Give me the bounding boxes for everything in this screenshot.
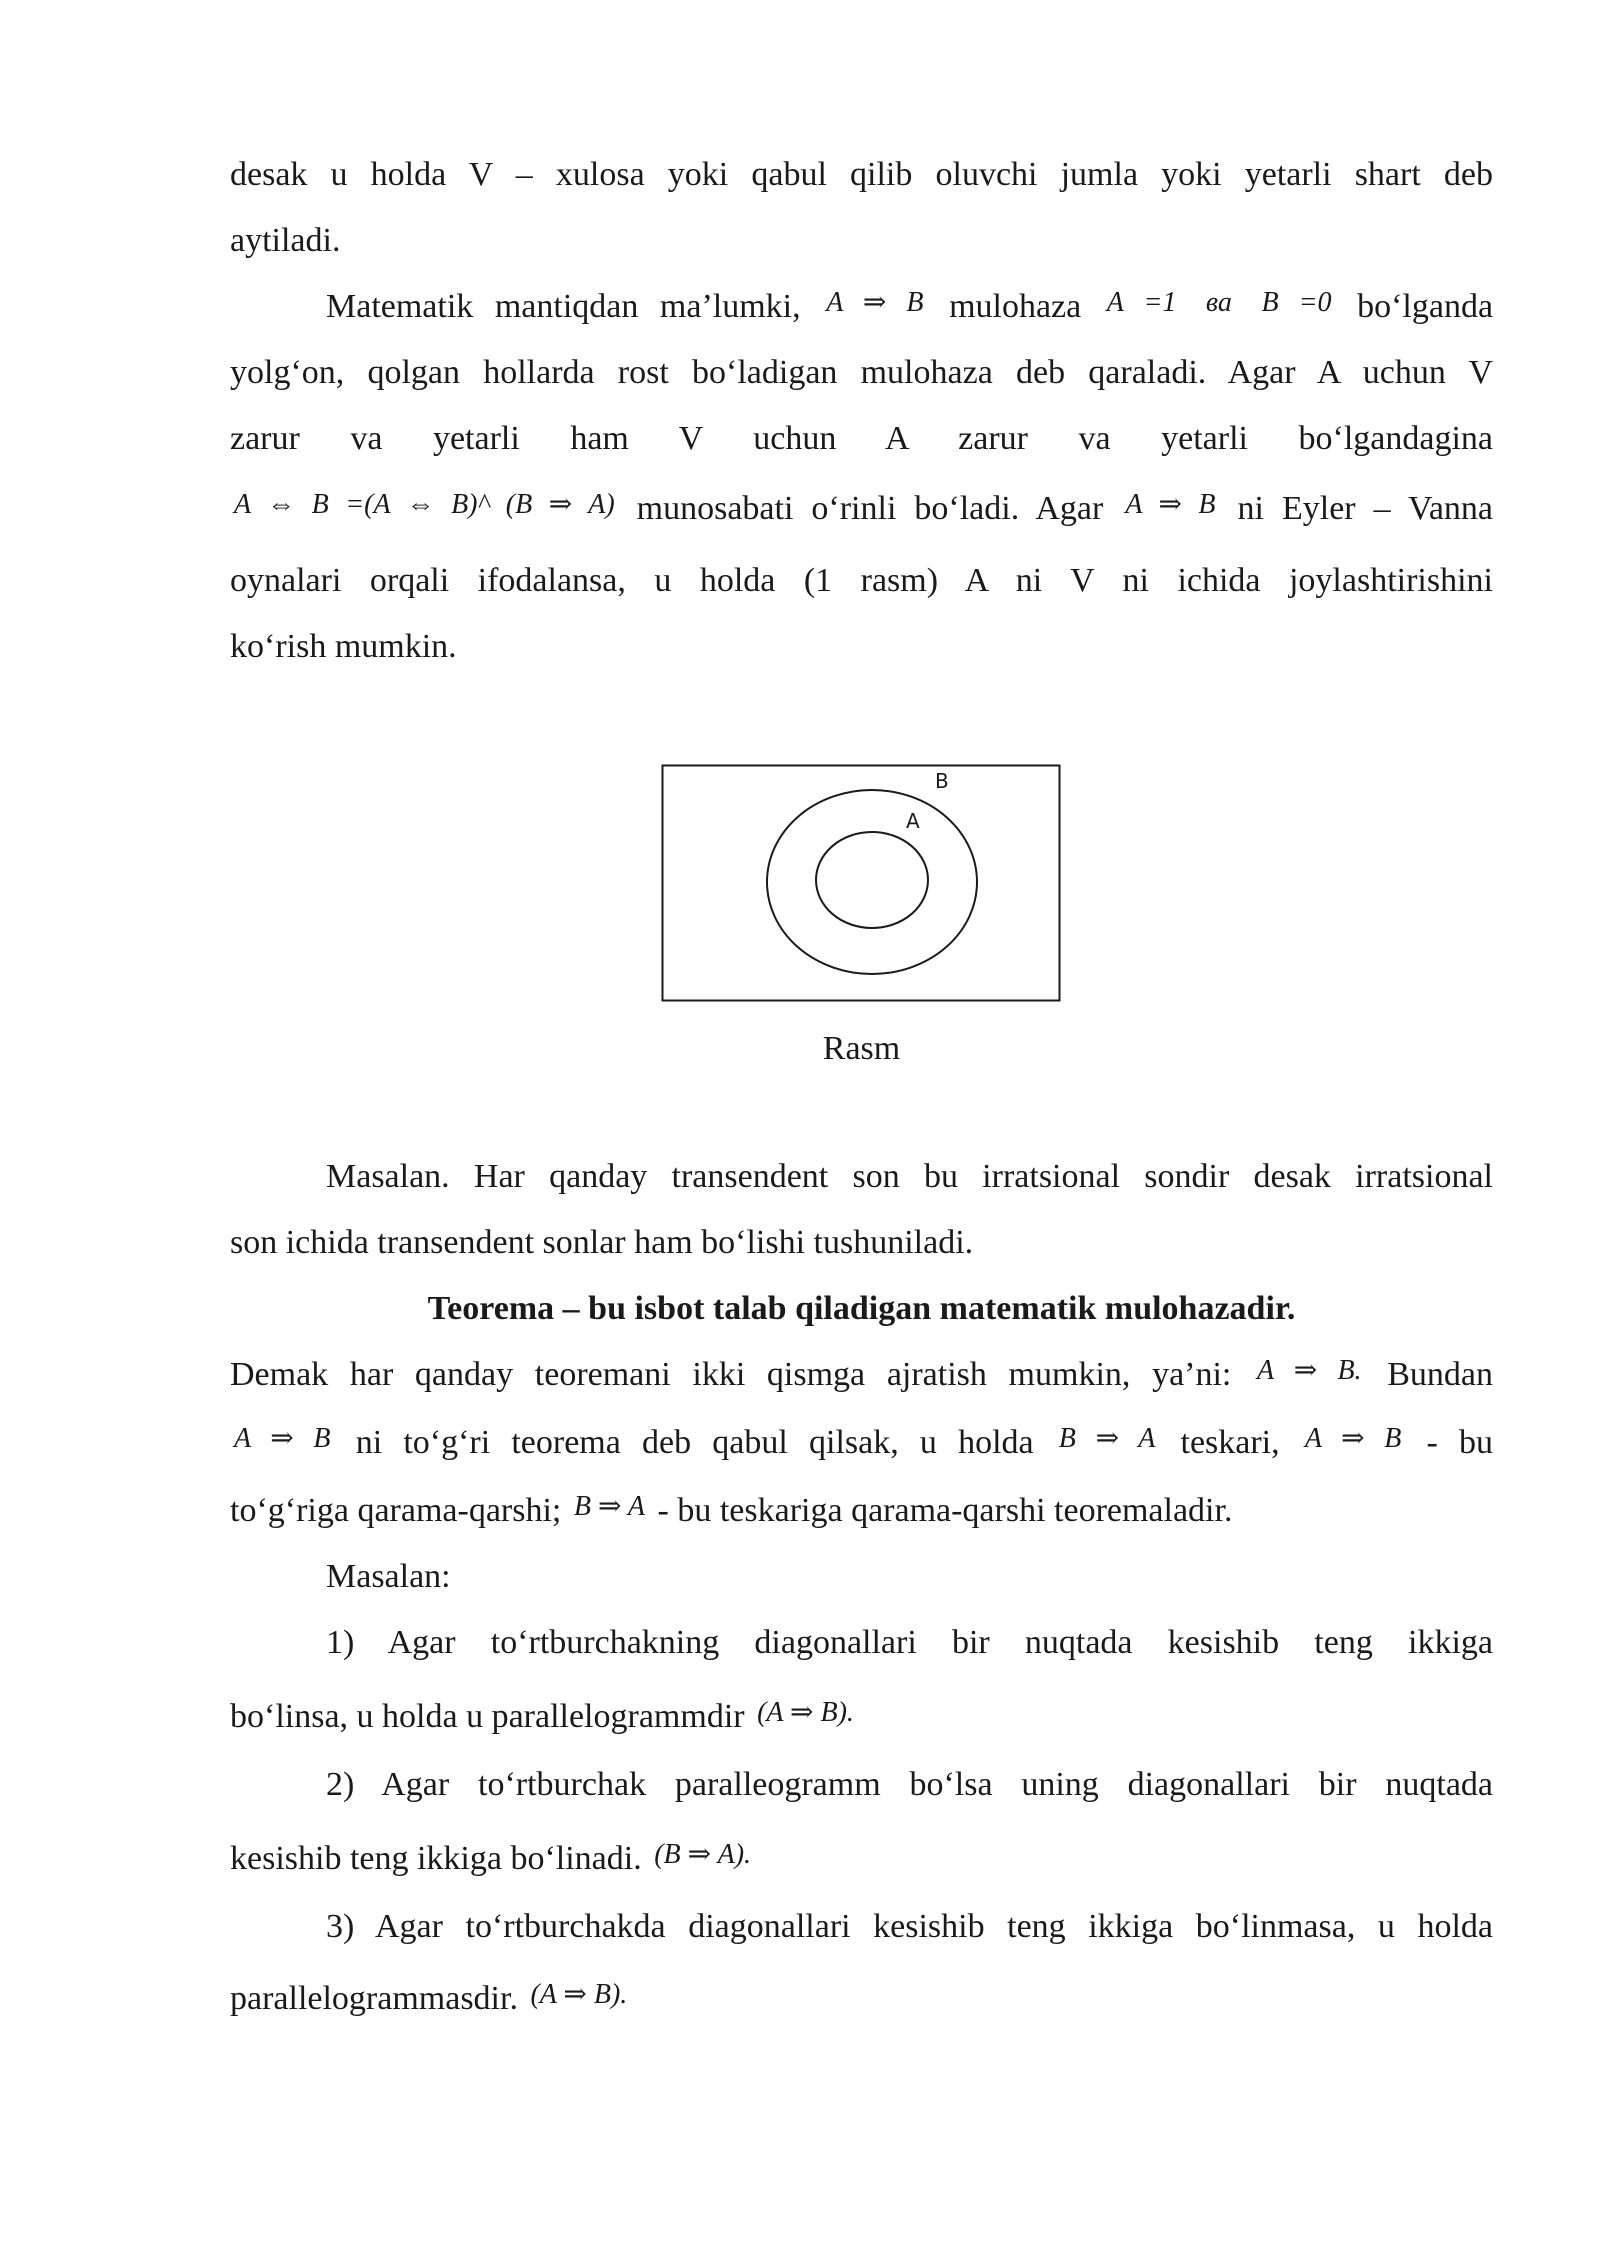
p2-text-c: bo‘lganda <box>1357 288 1494 325</box>
item-2-text: kesishib teng ikkiga bo‘linadi. <box>230 1840 642 1877</box>
theorem-heading: Teorema – bu isbot talab qiladigan matematik mulohazadir. <box>427 1290 1296 1327</box>
item-1-line-1: 1) Agar to‘rtburchakning diagonallari bir nuqtada kesishib teng ikkiga <box>326 1624 1493 1661</box>
p4-text-c: ni to‘g‘ri teorema deb qabul qilsak, u holda <box>355 1424 1034 1461</box>
set-b-label: B <box>935 769 949 793</box>
formula-inverse: A ⇒ B <box>1304 1423 1402 1454</box>
p3-line-2: son ichida transendent sonlar ham bo‘lishi tushuniladi. <box>230 1224 974 1261</box>
p4-line-1 <box>230 1342 1493 1410</box>
formula-a-implies-b: A ⇒ B <box>826 287 924 318</box>
p4-text-d: teskari, <box>1180 1424 1280 1461</box>
p2-line-2: yolg‘on, qolgan hollarda rost bo‘ladigan mulohaza deb qaraladi. Agar A uchun V <box>230 354 1493 391</box>
item-2-formula: (B ⇒ A). <box>654 1839 752 1870</box>
p4-text-e: - bu <box>1426 1424 1494 1461</box>
p4-text-f: to‘g‘riga qarama-qarshi; <box>230 1492 562 1529</box>
formula-va: ва <box>1205 287 1232 318</box>
set-b-ellipse <box>767 790 977 974</box>
p2-text-d: munosabati o‘rinli bo‘ladi. Agar <box>636 490 1104 527</box>
p4-text-b: Bundan <box>1387 1356 1493 1393</box>
p2-text-e: ni Eyler – Vanna <box>1237 490 1494 527</box>
p2-line-3: zarur va yetarli ham V uchun A zarur va yetarli bo‘lgandagina <box>230 420 1493 457</box>
formula-a-implies-b-2: A ⇒ B <box>1125 489 1216 520</box>
examples-heading: Masalan: <box>326 1558 451 1595</box>
p3-line-1: Masalan. Har qanday transendent son bu irratsional sondir desak irratsional <box>326 1158 1493 1195</box>
p2-line-6: ko‘rish mumkin. <box>230 628 457 665</box>
formula-theorem: A ⇒ B. <box>1257 1355 1362 1386</box>
formula-contrapositive: B ⇒ A <box>573 1491 646 1522</box>
formula-equivalence: A ⇔ B =(A ⇔ B)^ (B ⇒ A) <box>234 489 615 520</box>
item-1-text: bo‘linsa, u holda u parallelogrammdir <box>230 1698 745 1735</box>
set-a-label: A <box>906 809 920 833</box>
p1-line-2: aytiladi. <box>230 222 341 259</box>
item-3-formula: (A ⇒ B). <box>530 1979 628 2010</box>
p2-text-b: mulohaza <box>949 288 1082 325</box>
item-3-text: parallelogrammasdir. <box>230 1980 518 2017</box>
p4-text-g: - bu teskariga qarama-qarshi teoremaladir. <box>657 1492 1233 1529</box>
set-a-ellipse <box>816 832 928 928</box>
p2-text-a: Matematik mantiqdan ma’lumki, <box>326 288 801 325</box>
p2-line-1 <box>230 274 1493 342</box>
p2-line-4 <box>230 476 1493 544</box>
item-3-line-2 <box>230 1966 1493 2034</box>
p4-line-3 <box>230 1478 1493 1546</box>
p1-line-1: desak u holda V – xulosa yoki qabul qilib oluvchi jumla yoki yetarli shart deb <box>230 156 1493 193</box>
item-2-line-2 <box>230 1826 1493 1894</box>
item-1-formula: (A ⇒ B). <box>757 1697 854 1728</box>
figure-caption: Rasm <box>822 1030 901 1067</box>
item-1-line-2 <box>230 1684 1493 1752</box>
item-3-line-1: 3) Agar to‘rtburchakda diagonallari kesishib teng ikkiga bo‘linmasa, u holda <box>326 1908 1493 1945</box>
euler-venn-diagram <box>661 764 1061 1002</box>
p4-line-2 <box>230 1410 1493 1478</box>
formula-b-equals-0: B =0 <box>1261 287 1332 318</box>
formula-a-equals-1: A =1 <box>1106 287 1177 318</box>
formula-direct: A ⇒ B <box>234 1423 331 1454</box>
formula-converse: B ⇒ A <box>1058 1423 1156 1454</box>
universe-rectangle <box>663 766 1060 1001</box>
p4-text-a: Demak har qanday teoremani ikki qismga ajratish mumkin, ya’ni: <box>230 1356 1232 1393</box>
item-2-line-1: 2) Agar to‘rtburchak paralleogramm bo‘lsa uning diagonallari bir nuqtada <box>326 1766 1493 1803</box>
p2-line-5: oynalari orqali ifodalansa, u holda (1 rasm) A ni V ni ichida joylashtirishini <box>230 562 1493 599</box>
